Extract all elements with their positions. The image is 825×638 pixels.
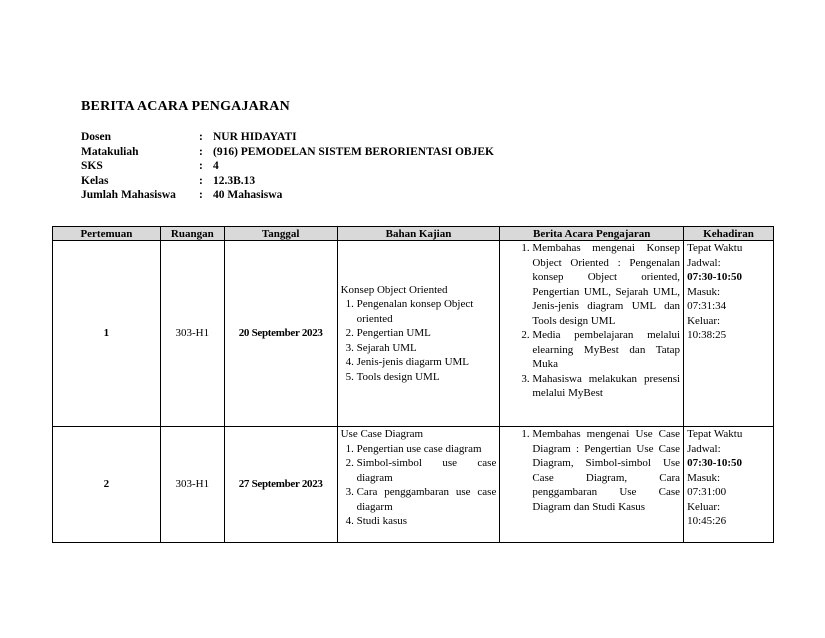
list-item: 3. Sejarah UML xyxy=(357,341,497,356)
list-item: 1. Membahas mengenai Konsep Object Oriented : Pengenalan konsep Object oriented, Pengertian UML, Sejarah UML, Jenis-jenis diagram UML dan Tools design UML xyxy=(532,241,680,328)
bahan-list xyxy=(341,297,497,384)
cell-kehadiran xyxy=(684,241,774,427)
info-row-jumlah xyxy=(81,188,494,203)
bahan-title: Use Case Diagram xyxy=(340,428,424,440)
list-item: 3. Cara penggambaran use case diagarm xyxy=(357,485,497,514)
header-bahan-kajian: Bahan Kajian xyxy=(337,227,500,241)
header-kehadiran: Kehadiran xyxy=(684,227,774,241)
list-item: 5. Tools design UML xyxy=(357,370,497,385)
info-label: Jumlah Mahasiswa xyxy=(81,189,176,201)
cell-pertemuan: 2 xyxy=(53,427,161,543)
table-row xyxy=(53,427,774,543)
info-value: (916) PEMODELAN SISTEM BERORIENTASI OBJEK xyxy=(213,145,494,158)
cell-kehadiran xyxy=(684,427,774,543)
list-item: 2. Simbol-simbol use case diagram xyxy=(357,456,497,485)
info-value: 40 Mahasiswa xyxy=(213,189,283,201)
info-value: NUR HIDAYATI xyxy=(213,131,297,143)
list-item: 2. Media pembelajaran melalui elearning MyBest dan Tatap Muka xyxy=(532,328,680,372)
cell-bahan-kajian xyxy=(337,241,500,427)
info-label: Dosen xyxy=(81,131,112,143)
bahan-title: Konsep Object Oriented xyxy=(340,283,448,296)
jadwal-value: 07:30-10:50 xyxy=(687,457,743,469)
keluar-value: 10:45:26 xyxy=(687,515,727,527)
info-colon: : xyxy=(199,131,203,143)
cell-tanggal: 27 September 2023 xyxy=(224,427,337,543)
header-ruangan: Ruangan xyxy=(160,227,224,241)
cell-ruangan: 303-H1 xyxy=(160,427,224,543)
header-tanggal: Tanggal xyxy=(224,227,337,241)
cell-pertemuan: 1 xyxy=(53,241,161,427)
berita-list xyxy=(503,427,680,514)
attendance-table xyxy=(52,226,774,543)
masuk-value: 07:31:34 xyxy=(687,300,727,312)
info-colon: : xyxy=(199,145,203,158)
keluar-value: 10:38:25 xyxy=(687,329,727,341)
jadwal-value: 07:30-10:50 xyxy=(687,271,743,283)
list-item: 1. Pengertian use case diagram xyxy=(357,442,497,457)
jadwal-label: Jadwal: xyxy=(687,256,721,269)
info-value: 4 xyxy=(213,160,219,172)
info-colon: : xyxy=(199,174,203,187)
cell-bahan-kajian xyxy=(337,427,500,543)
header-pertemuan: Pertemuan xyxy=(53,227,161,241)
masuk-label: Masuk: xyxy=(687,471,721,484)
cell-berita-acara xyxy=(500,427,684,543)
jadwal-label: Jadwal: xyxy=(687,442,721,455)
course-info xyxy=(81,130,494,203)
info-row-dosen xyxy=(81,130,494,145)
kehadiran-status: Tepat Waktu xyxy=(687,242,743,254)
header-berita-acara: Berita Acara Pengajaran xyxy=(500,227,684,241)
info-value: 12.3B.13 xyxy=(213,174,256,187)
info-colon: : xyxy=(199,160,203,172)
cell-ruangan: 303-H1 xyxy=(160,241,224,427)
info-colon: : xyxy=(199,189,203,201)
table-header-row xyxy=(53,227,774,241)
info-label: SKS xyxy=(81,160,103,172)
list-item: 4. Studi kasus xyxy=(357,514,497,529)
list-item: 3. Mahasiswa melakukan presensi melalui MyBest xyxy=(532,372,680,401)
keluar-label: Keluar: xyxy=(687,314,721,327)
info-row-kelas xyxy=(81,174,494,189)
kehadiran-status: Tepat Waktu xyxy=(687,428,743,440)
keluar-label: Keluar: xyxy=(687,500,721,513)
cell-tanggal: 20 September 2023 xyxy=(224,241,337,427)
document-title: BERITA ACARA PENGAJARAN xyxy=(81,99,290,114)
list-item: 2. Pengertian UML xyxy=(357,326,497,341)
masuk-label: Masuk: xyxy=(687,285,721,298)
masuk-value: 07:31:00 xyxy=(687,486,727,498)
info-label: Kelas xyxy=(81,174,109,187)
info-row-sks xyxy=(81,159,494,174)
table-row xyxy=(53,241,774,427)
info-label: Matakuliah xyxy=(81,145,139,158)
list-item: 1. Membahas mengenai Use Case Diagram : Pengertian Use Case Diagram, Simbol-simbol Use Case Diagram, Cara penggambaran Use Case Diagram dan Studi Kasus xyxy=(532,427,680,514)
list-item: 1. Pengenalan konsep Object oriented xyxy=(357,297,497,326)
berita-list xyxy=(503,241,680,401)
bahan-list xyxy=(341,442,497,529)
info-row-matakuliah xyxy=(81,145,494,160)
cell-berita-acara xyxy=(500,241,684,427)
list-item: 4. Jenis-jenis diagarm UML xyxy=(357,355,497,370)
